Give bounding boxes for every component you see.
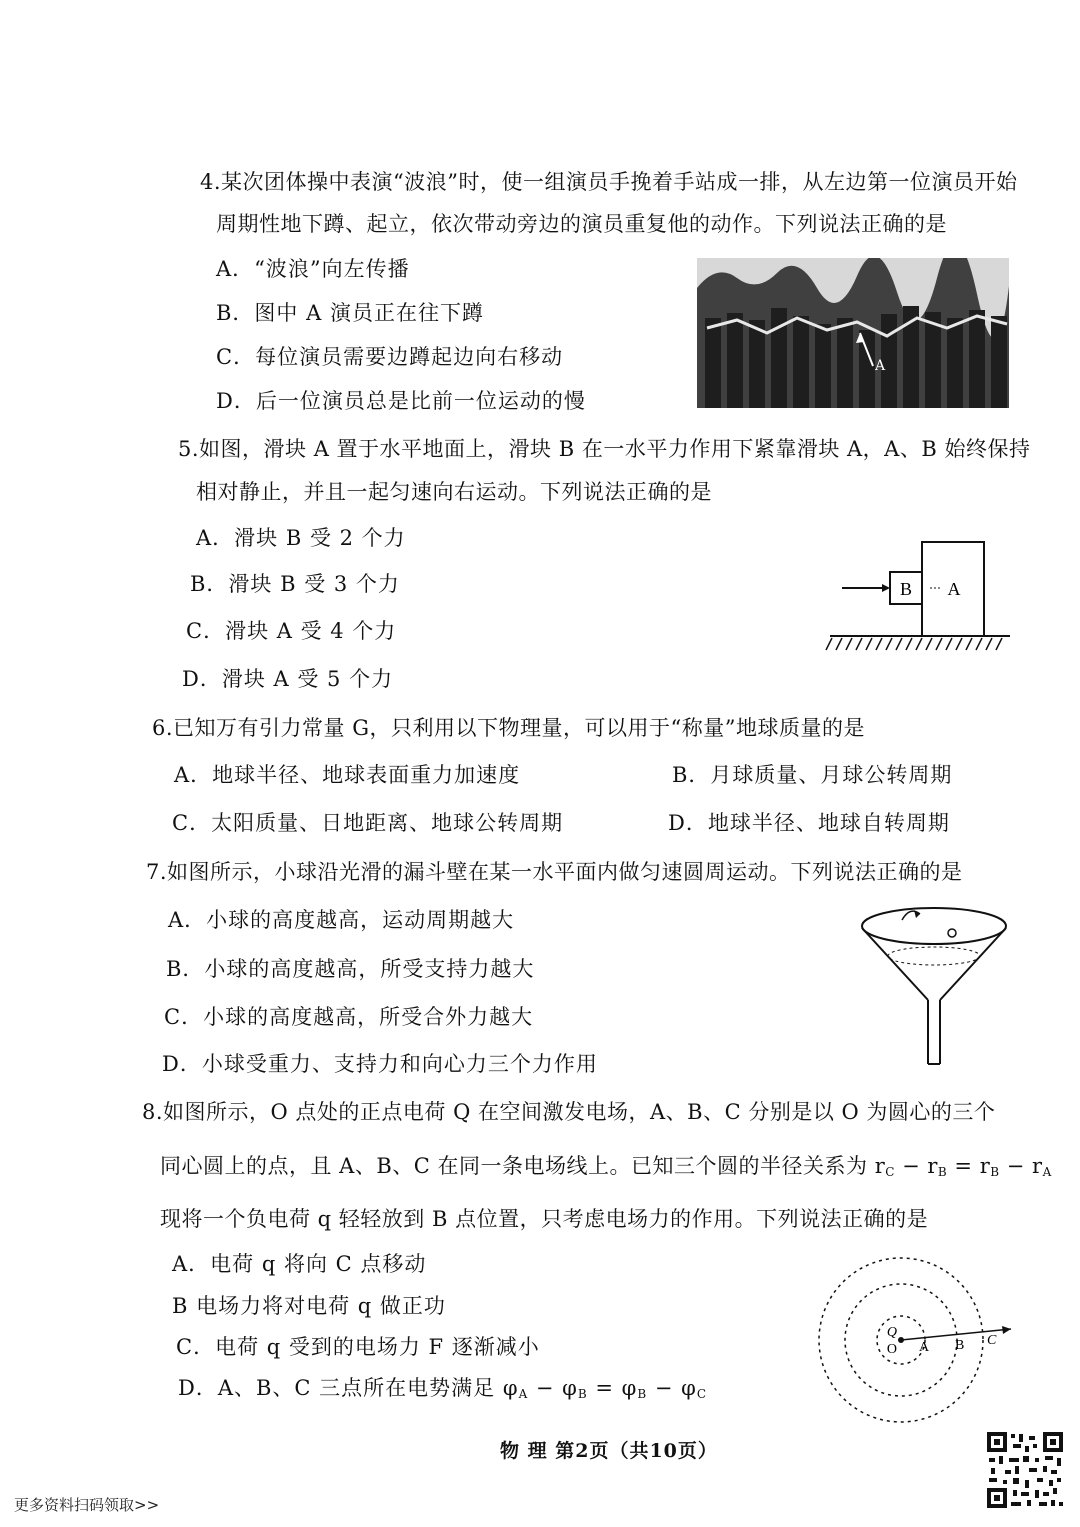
q6-option-c: C．太阳质量、日地距离、地球公转周期 xyxy=(172,811,564,835)
block-b-label: B xyxy=(899,579,913,599)
q8-sub-a: A xyxy=(1042,1165,1052,1179)
q8-d-sub-c: C xyxy=(696,1387,708,1401)
q8-line2-text: 同心圆上的点，且 A、B、C 在同一条电场线上。已知三个圆的半径关系为 r xyxy=(160,1154,886,1178)
q6-option-a: A．地球半径、地球表面重力加速度 xyxy=(174,763,521,787)
q4-option-a: A．“波浪”向左传播 xyxy=(216,257,410,281)
q7-option-a: A．小球的高度越高，运动周期越大 xyxy=(168,908,515,932)
q4-stem-line2: 周期性地下蹲、起立，依次带动旁边的演员重复他的动作。下列说法正确的是 xyxy=(216,212,947,236)
q8-d-sub-b-1: B xyxy=(577,1387,588,1401)
q8-stem-line1: 8.如图所示，O 点处的正点电荷 Q 在空间激发电场，A、B、C 分别是以 O 为圆心的三个 xyxy=(142,1100,996,1124)
q8-stem-line2 xyxy=(160,1152,1052,1186)
q5-stem-line2: 相对静止，并且一起匀速向右运动。下列说法正确的是 xyxy=(196,480,712,504)
bottom-scan-note[interactable]: 更多资料扫码领取>> xyxy=(14,1496,160,1514)
q6-option-b: B．月球质量、月球公转周期 xyxy=(672,763,953,787)
q8-option-a: A．电荷 q 将向 C 点移动 xyxy=(172,1252,427,1276)
q6-option-d: D．地球半径、地球自转周期 xyxy=(668,811,950,835)
q8-option-d xyxy=(178,1374,707,1408)
qr-code-icon[interactable] xyxy=(985,1430,1065,1510)
performers-silhouettes xyxy=(697,258,1009,408)
q7-option-c: C．小球的高度越高，所受合外力越大 xyxy=(164,1005,534,1029)
q8-minus-2: − r xyxy=(999,1154,1043,1178)
point-b-label: B xyxy=(955,1338,965,1353)
q8-stem-line3: 现将一个负电荷 q 轻轻放到 B 点位置，只考虑电场力的作用。下列说法正确的是 xyxy=(160,1207,929,1231)
q4-option-b: B．图中 A 演员正在往下蹲 xyxy=(216,301,484,325)
q7-option-b: B．小球的高度越高，所受支持力越大 xyxy=(166,957,535,981)
q7-stem-line1: 7.如图所示，小球沿光滑的漏斗壁在某一水平面内做匀速圆周运动。下列说法正确的是 xyxy=(146,860,963,884)
q4-stem-line1: 4.某次团体操中表演“波浪”时，使一组演员手挽着手站成一排，从左边第一位演员开始 xyxy=(200,170,1018,194)
concentric-circles-diagram xyxy=(805,1256,1005,1426)
center-o-label: O xyxy=(886,1342,897,1357)
q8-d-equals: = φ xyxy=(587,1376,638,1400)
funnel-diagram xyxy=(858,896,1018,1066)
page-footer: 物 理 第2页（共10页） xyxy=(500,1440,718,1462)
q8-sub-c: C xyxy=(885,1165,895,1179)
blocks-diagram xyxy=(830,538,1030,668)
q8-equals: = r xyxy=(947,1154,991,1178)
q6-stem-line1: 6.已知万有引力常量 G，只利用以下物理量，可以用于“称量”地球质量的是 xyxy=(152,716,865,740)
q8-sub-b-1: B xyxy=(937,1165,948,1179)
q8-d-sub-b-2: B xyxy=(637,1387,648,1401)
point-c-label: C xyxy=(987,1333,997,1348)
q4-option-c: C．每位演员需要边蹲起边向右移动 xyxy=(216,345,564,369)
q5-option-a: A．滑块 B 受 2 个力 xyxy=(196,526,406,550)
q7-option-d: D．小球受重力、支持力和向心力三个力作用 xyxy=(162,1052,598,1076)
q4-option-d: D．后一位演员总是比前一位运动的慢 xyxy=(216,389,586,413)
q8-d-minus-2: − φ xyxy=(647,1376,697,1400)
performer-a-label: A xyxy=(875,358,886,374)
q8-sub-b-2: B xyxy=(990,1165,1000,1179)
q8-d-minus-1: − φ xyxy=(528,1376,578,1400)
q5-option-d: D．滑块 A 受 5 个力 xyxy=(182,667,394,691)
q8-option-b: B 电场力将对电荷 q 做正功 xyxy=(172,1294,446,1318)
q5-option-c: C．滑块 A 受 4 个力 xyxy=(186,619,397,643)
q8-d-text: D．A、B、C 三点所在电势满足 φ xyxy=(178,1376,519,1400)
block-a-label: A xyxy=(947,579,961,599)
q8-option-c: C．电荷 q 受到的电场力 F 逐渐减小 xyxy=(176,1335,540,1359)
q5-stem-line1: 5.如图，滑块 A 置于水平地面上，滑块 B 在一水平力作用下紧靠滑块 A，A、B 始终保持 xyxy=(178,437,1031,461)
q8-d-sub-a: A xyxy=(518,1387,529,1401)
wave-performers-photo xyxy=(697,258,1009,408)
point-a-label: A xyxy=(919,1340,930,1355)
q5-option-b: B．滑块 B 受 3 个力 xyxy=(190,572,400,596)
charge-q-label: Q xyxy=(886,1325,897,1340)
q8-minus-1: − r xyxy=(894,1154,938,1178)
